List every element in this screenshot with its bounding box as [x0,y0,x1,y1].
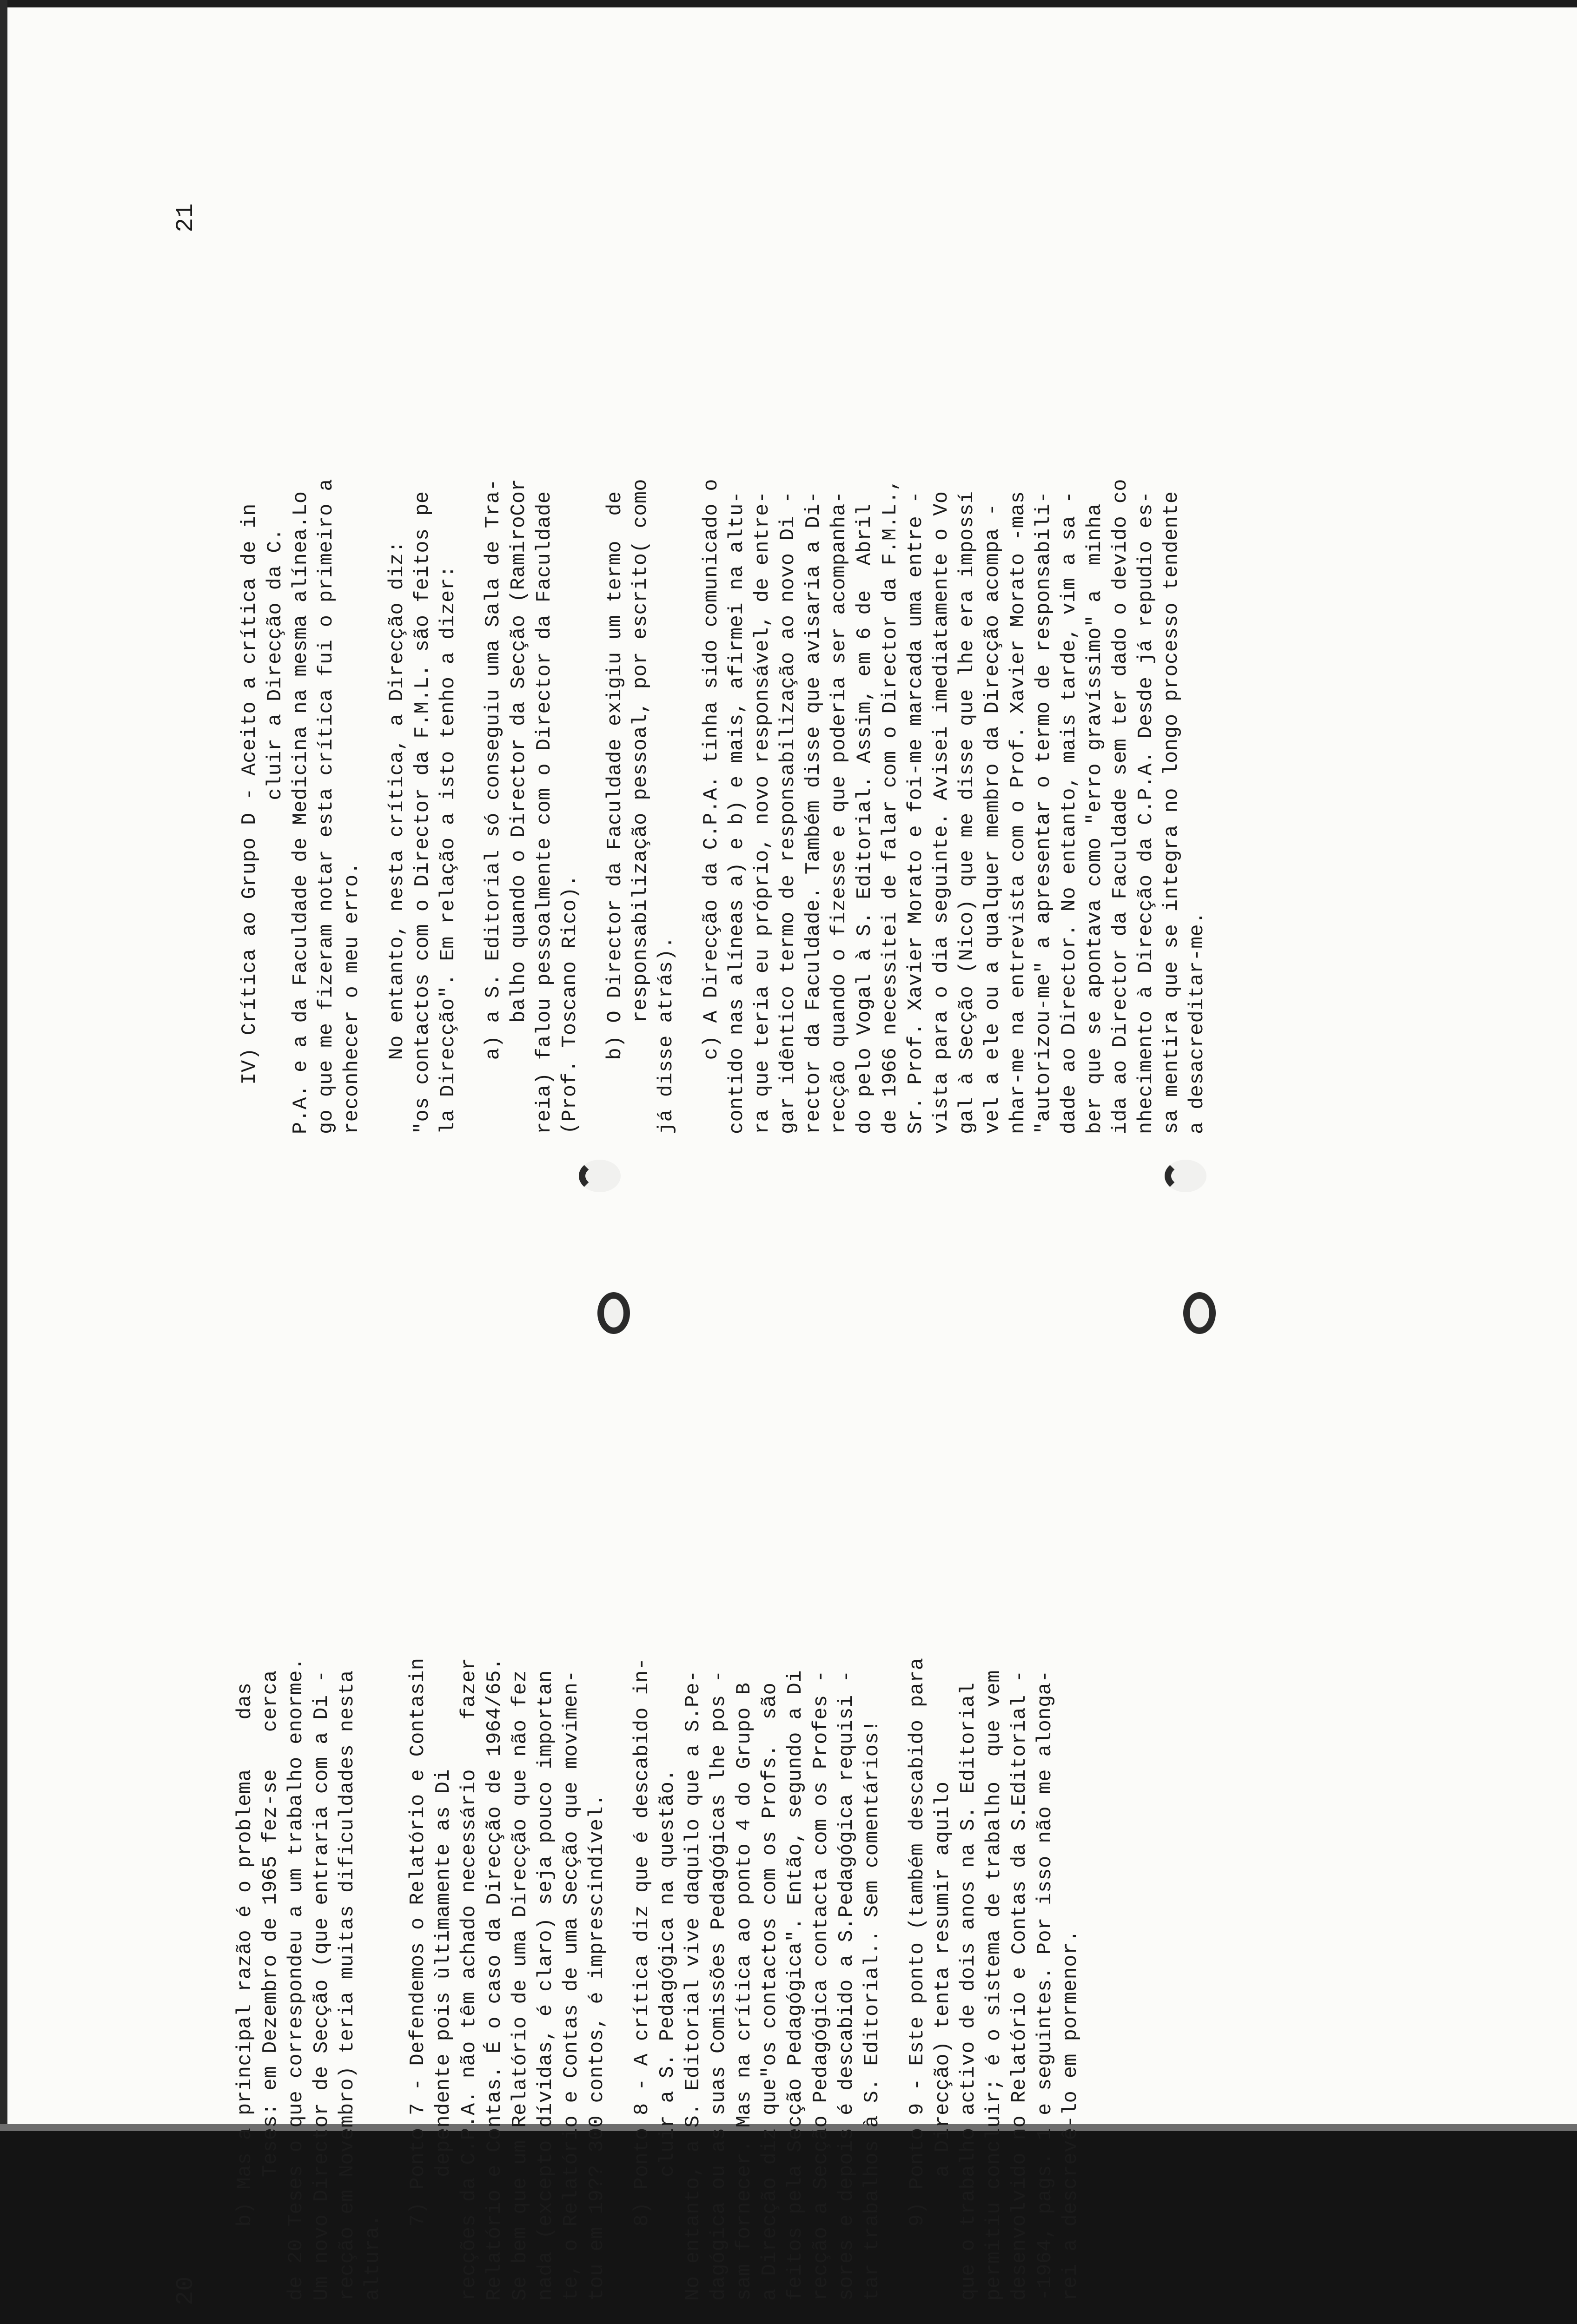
text-line: do pelo Vogal à S. Editorial. Assim, em 6 de Abril [854,503,876,1134]
text-line: a) a S. Editorial só conseguiu uma Sala de Tra- [482,478,505,1134]
page-number-left: 20 [172,2276,199,2305]
text-line: recção quando o fizesse e que poderia ser acompanha- [828,491,851,1134]
text-line: gar idêntico termo de responsabilização ao novo Di - [777,491,800,1134]
text-line: te, o Relatório e Contas de uma Secção que movimen- [560,1670,583,2301]
text-line: "autorizou-me" a apresentar o termo de responsabili- [1033,491,1055,1134]
left-page-text [232,1232,1084,2301]
paragraph-gap [679,37,699,1134]
text-line: sam fornecer. Mas na crítica ao ponto 4 do Grupo B [733,1682,756,2301]
text-line: Teses: em Dezembro de 1965 fez-se cerca [259,1670,282,2301]
text-line: contido nas alíneas a) e b) e mais, afirmei na altu- [726,491,749,1134]
text-line: rei a descrevê-lo em pormenor. [1060,1929,1082,2301]
text-line: rector da Faculdade. Também disse que avisaria a Di- [802,491,825,1134]
text-line: Sr. Prof. Xavier Morato e foi-me marcada uma entre - [905,491,928,1134]
text-line: dagógica ou as suas Comissões Pedagógicas lhe pos - [708,1670,730,2301]
paragraph-gap [461,37,481,1134]
page-number-right: 21 [172,203,199,232]
text-line: que o trabalho activo de dois anos na S. Editorial [957,1682,980,2301]
text-line: responsabilização pessoal, por escrito( como [629,478,652,1134]
text-line: reconhecer o meu erro. [341,862,364,1134]
text-line: Um novo Director de Secção (que entraria com a Di - [311,1670,333,2301]
text-line: c) A Direcção da C.P.A. tinha sido comunicado o [700,478,723,1134]
text-line: sores e depois é descabido a S.Pedagógica requisi - [835,1670,858,2301]
text-line: nada (excepto dívidas, é claro) seja pouco importan [535,1670,557,2301]
text-line: No entanto, a S. Editorial vive daquilo que a S.Pe- [682,1670,705,2301]
text-line: de 1966 necessitei de falar com o Director da F.M.L., [879,478,902,1134]
text-line: a Direcção diz que"os contactos com os Profs. são [759,1682,782,2301]
text-line: Se bem que um Relatório de uma Direcção que não fez [509,1670,532,2301]
text-line: go que me fizeram notar esta crítica fui o primeiro a [315,478,338,1134]
paragraph-gap [583,37,603,1134]
text-line: Relatório e Contas. É o caso da Direcção de 1964/65. [484,1657,506,2301]
text-line: IV) Crítica ao Grupo D - Aceito a crítica de in [239,503,261,1134]
text-line: -1964, pags. 1 e seguintes. Por isso não me alonga- [1034,1670,1057,2301]
text-line: altura. [362,2214,384,2301]
text-line: vel a ele ou a qualquer membro da Direcção acompa - [981,503,1004,1134]
right-page-text [237,37,1210,1134]
text-line: de 20 Teses o que correspondeu a um trabalho enorme. [285,1657,308,2301]
text-line: b) O Director da Faculdade exigiu um termo de [604,491,627,1134]
text-line: recções da C.P.A. não têm achado necessário fazer [458,1657,481,2301]
text-line: No entanto, nesta crítica, a Direcção diz: [386,540,409,1134]
text-line: gal à Secção (Nico) que me disse que lhe era impossí [956,491,979,1134]
text-line: desenvolvido no Relatório e Contas da S.Editorial - [1008,1670,1031,2301]
text-line: 9) Ponto 9 - Este ponto (também descabido para [906,1657,929,2301]
text-line: balho quando o Director da Secção (RamiroCor [508,478,530,1134]
text-line: tou em 19?? 300 contos, é imprescindível. [586,1794,609,2301]
text-line: feitos pela Secção Pedagógica". Então, segundo a Di [784,1670,807,2301]
text-line: 7) Ponto 7 - Defendemos o Relatório e Contasin [407,1657,430,2301]
text-line: ra que teria eu próprio, novo responsável, de entre- [751,491,774,1134]
text-line: la Direcção". Em relação a isto tenho a dizer: [437,565,460,1134]
text-line: P.A. e a da Faculdade de Medicina na mesma alínea.Lo [290,491,312,1134]
text-line: sa mentira que se integra no longo processo tendente [1160,491,1183,1134]
text-line: vista para o dia seguinte. Avisei imediatamente o Vo [930,491,953,1134]
text-line: (Prof. Toscano Rico). [559,874,582,1134]
text-line: ber que se apontava como "erro gravíssimo" a minha [1084,503,1107,1134]
text-line: cluir a Direcção da C. [264,528,287,1134]
text-line: a Direcção) tenta resumir aquilo [932,1781,954,2301]
text-line: "os contactos com o Director da F.M.L. são feitos pe [411,491,434,1134]
text-line: recção a Secção Pedagógica contacta com os Profes - [810,1670,833,2301]
text-line: 8) Ponto 8 - A crítica diz que é descabido in- [631,1657,654,2301]
paragraph-gap [386,1232,405,2301]
text-line: cluir a S. Pedagógica na questão. [656,1769,679,2301]
text-line: ida ao Director da Faculdade sem ter dado o devido co [1109,478,1132,1134]
paragraph-gap [365,37,384,1134]
paragraph-gap [885,1232,905,2301]
text-line: b) Mas a principal razão é o problema das [234,1682,257,2301]
text-line: recção em Novembro) teria muitas dificuldades nesta [336,1670,359,2301]
text-line: nhecimento à Direcção da C.P.A. Desde já repudio es- [1135,491,1158,1134]
text-line: nhar-me na entrevista com o Prof. Xavier Morato -mas [1007,491,1030,1134]
text-line: já disse atrás). [655,936,678,1134]
text-line: a desacreditar-me. [1186,911,1209,1134]
paragraph-gap [610,1232,629,2301]
text-line: tar trabalhos à S. Editorial.. Sem comentários! [861,1719,884,2301]
text-line: permitiu concluir; é o sistema de trabalho que vem [983,1670,1006,2301]
text-line: reia) falou pessoalmente com o Director da Faculdade [533,491,556,1134]
text-line: dependente pois ùltimamente as Di [432,1769,455,2301]
text-line: dade ao Director. No entanto, mais tarde, vim a sa - [1058,491,1081,1134]
